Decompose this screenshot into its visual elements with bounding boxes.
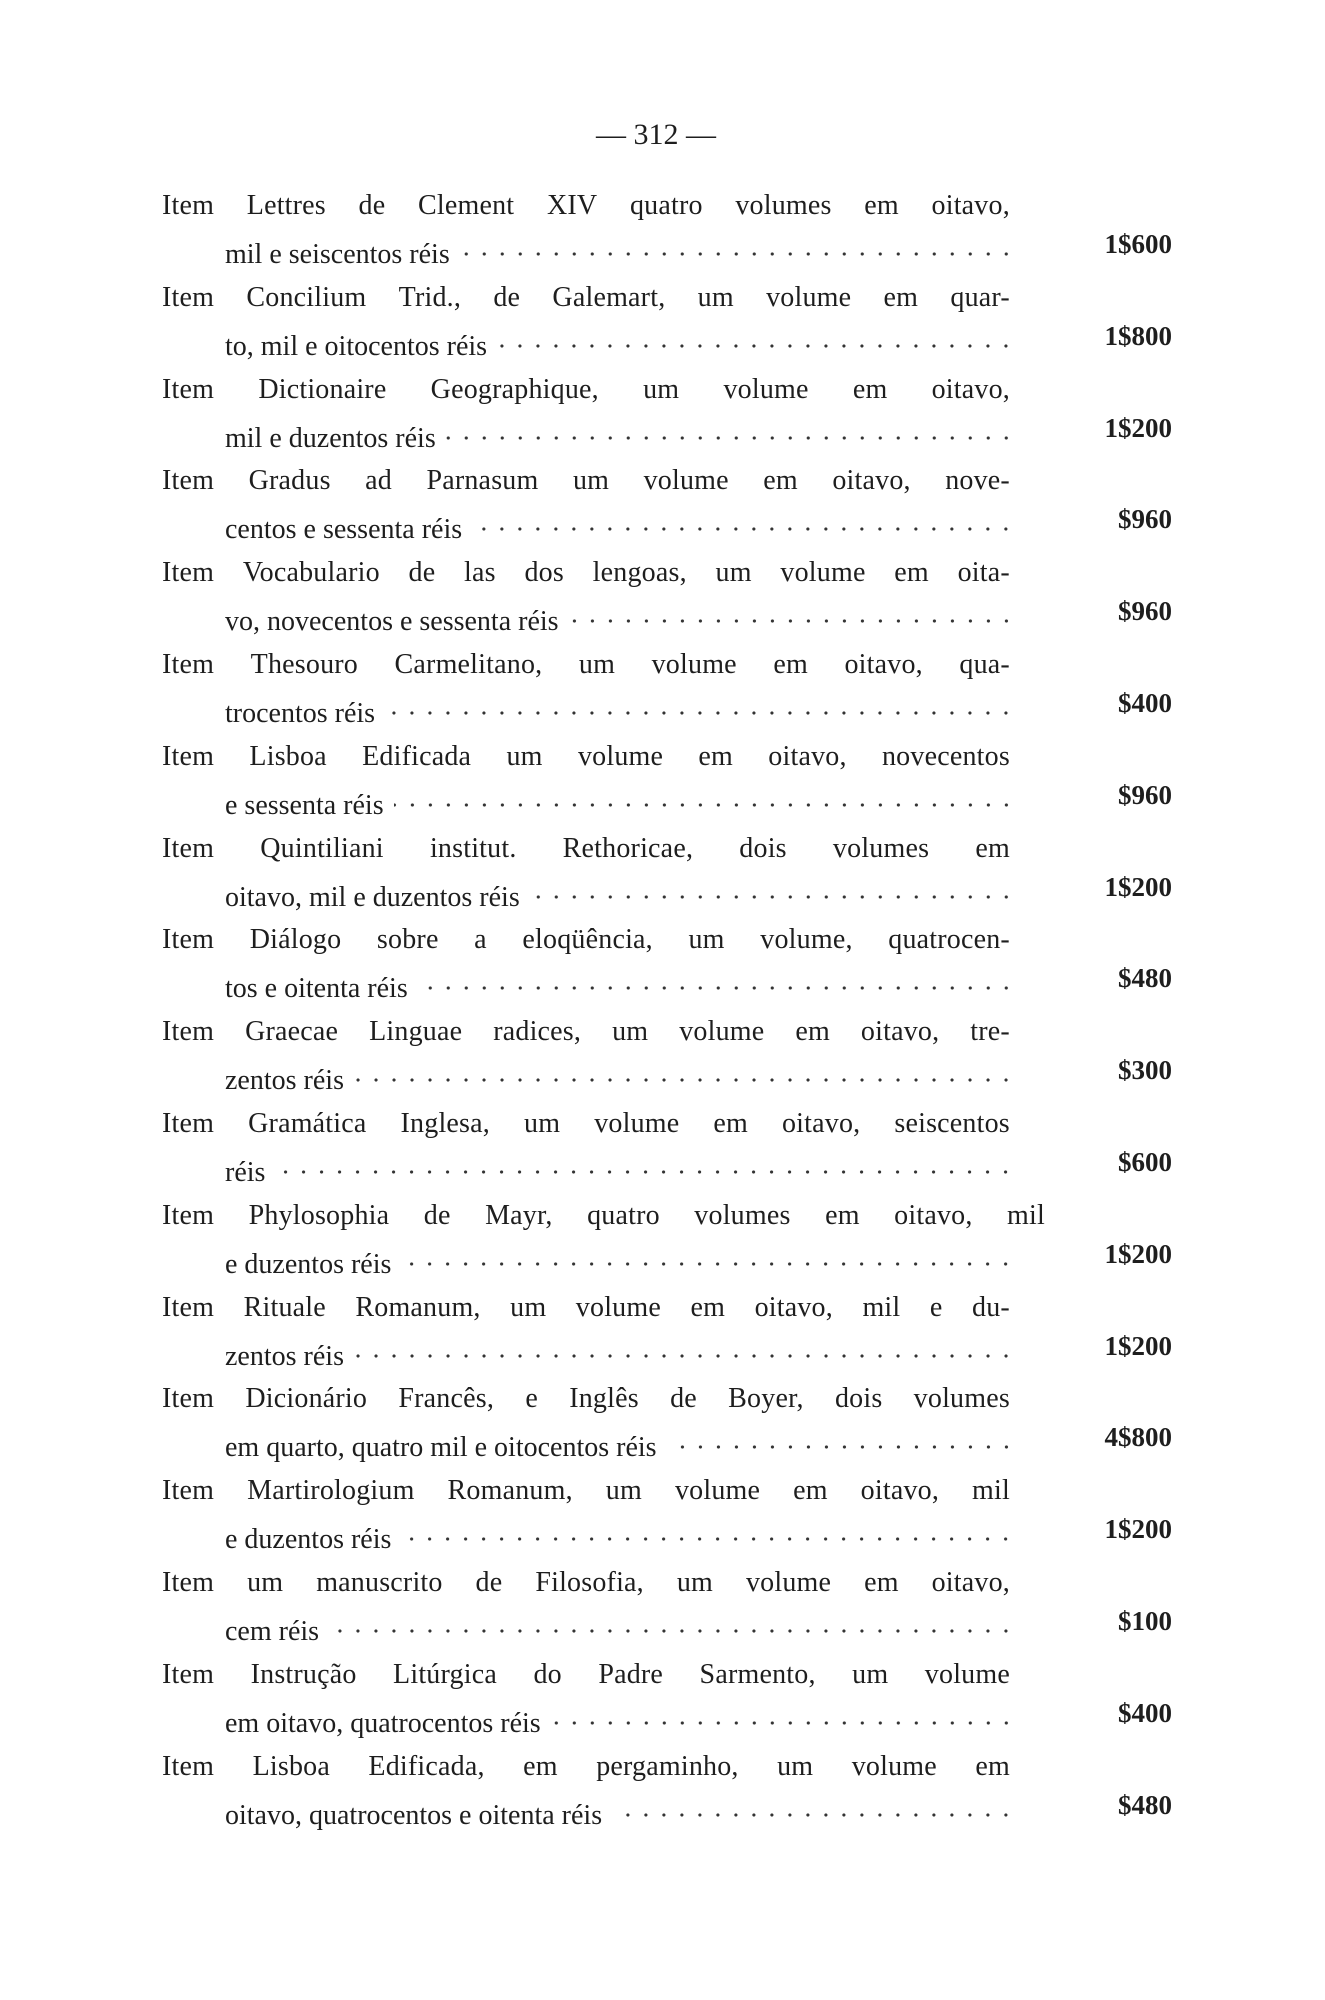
item-description-continuation: vo, novecentos e sessenta réis [225, 606, 559, 638]
item-price: 4$800 [1104, 1422, 1172, 1453]
item-price: 1$800 [1104, 320, 1172, 351]
word: Item [162, 924, 215, 956]
item-description-line1 [162, 1013, 1010, 1051]
item-description-continuation: e duzentos réis [225, 1524, 392, 1556]
word: novecentos [881, 740, 1010, 772]
word: volume [851, 1750, 937, 1782]
item-description-continuation: oitavo, quatrocentos e oitenta réis [225, 1799, 603, 1831]
word: Linguae [369, 1016, 463, 1048]
word: Lisboa [249, 740, 327, 772]
word: oitavo, [844, 648, 923, 680]
item-price: $600 [1118, 1146, 1172, 1177]
item-description-continuation: e sessenta réis [225, 789, 384, 821]
word: Romanum, [355, 1291, 481, 1323]
item-price: $960 [1118, 779, 1172, 810]
word: Quintiliani [260, 832, 384, 864]
word: Edificada [362, 740, 472, 772]
dot-leader [446, 409, 1015, 447]
word: em [793, 1475, 828, 1507]
word: em [690, 1291, 726, 1323]
word: em [852, 373, 888, 405]
word: Galemart, [552, 281, 666, 313]
word: volume, [760, 924, 853, 956]
item-price: $960 [1118, 596, 1172, 627]
word: de [493, 281, 521, 313]
word: dois [739, 832, 787, 864]
inventory-item [162, 1748, 1172, 1840]
word: Romanum, [447, 1475, 573, 1507]
word: Rituale [243, 1291, 326, 1323]
word: volumes [913, 1383, 1010, 1415]
word: de [475, 1566, 503, 1598]
inventory-item [162, 1197, 1172, 1289]
word: mil [862, 1291, 901, 1323]
word: em [894, 557, 929, 589]
item-description-line1 [162, 1656, 1010, 1694]
word: oitavo, [931, 1566, 1010, 1598]
word: quatrocen- [888, 924, 1010, 956]
word: volumes [735, 190, 832, 221]
item-description-continuation: e duzentos réis [225, 1248, 392, 1280]
word: Thesouro [250, 648, 359, 680]
item-description-line1 [162, 921, 1010, 959]
word: e [929, 1291, 943, 1323]
word: um [578, 648, 616, 680]
inventory-list [162, 187, 1172, 1839]
word: Item [162, 281, 215, 313]
word: Item [162, 465, 215, 497]
word: Vocabulario [242, 557, 380, 589]
dot-leader [460, 225, 1015, 263]
item-description-continuation: mil e duzentos réis [225, 422, 436, 454]
inventory-item [162, 462, 1172, 554]
word: XIV [546, 190, 598, 221]
word: de [423, 1199, 451, 1231]
item-description-line1 [162, 1105, 1010, 1143]
item-description-line2 [162, 959, 1172, 1005]
item-description-line1 [162, 738, 1010, 776]
word: volume [745, 1566, 832, 1598]
word: em [975, 832, 1010, 864]
word: em [825, 1199, 860, 1231]
word: Padre [598, 1658, 664, 1690]
item-price: $300 [1118, 1055, 1172, 1086]
item-description-continuation: to, mil e oitocentos réis [225, 330, 488, 362]
inventory-item [162, 830, 1172, 922]
word: Diálogo [249, 924, 342, 956]
word: oitavo, [860, 1016, 940, 1048]
item-description-continuation: réis [225, 1156, 266, 1188]
word: Item [162, 1475, 215, 1507]
word: volume [577, 740, 664, 772]
word: de [358, 190, 386, 221]
item-description-continuation: oitavo, mil e duzentos réis [225, 881, 520, 913]
word: oitavo, [931, 190, 1010, 221]
word: mil [972, 1475, 1010, 1507]
word: um [612, 1016, 649, 1048]
word: em [773, 648, 808, 680]
word: Item [162, 1016, 215, 1048]
word: Carmelitano, [394, 648, 543, 680]
word: Item [162, 557, 215, 589]
item-description-line1 [162, 1472, 1010, 1510]
dot-leader [551, 1694, 1015, 1732]
word: volume [766, 281, 852, 313]
item-description-line1 [162, 1748, 1010, 1786]
item-description-line2 [162, 1602, 1172, 1647]
word: Litúrgica [393, 1658, 497, 1690]
word: oitavo, [754, 1291, 833, 1323]
word: um [697, 281, 734, 313]
item-description-line2 [162, 317, 1172, 362]
word: tre- [970, 1016, 1010, 1048]
item-description-continuation: zentos réis [225, 1065, 344, 1097]
item-description-continuation: mil e seiscentos réis [225, 239, 450, 270]
word: volume [924, 1658, 1010, 1690]
inventory-item [162, 279, 1172, 371]
word: de [408, 557, 436, 589]
word: volume [643, 465, 729, 497]
item-description-line2 [162, 1143, 1172, 1188]
word: um [510, 1291, 547, 1323]
inventory-item [162, 738, 1172, 830]
word: du- [972, 1291, 1010, 1323]
word: em [523, 1750, 558, 1782]
word: Item [162, 1199, 215, 1231]
word: Mayr, [485, 1199, 553, 1231]
item-description-continuation: cem réis [225, 1615, 320, 1647]
word: volume [679, 1016, 765, 1048]
item-description-line2 [162, 868, 1172, 913]
dot-leader [667, 1418, 1015, 1456]
word: quatro [587, 1199, 660, 1231]
word: a [474, 924, 487, 956]
word: um [572, 465, 610, 497]
word: Geographique, [430, 373, 599, 405]
inventory-item [162, 1380, 1172, 1472]
word: Inglês [569, 1383, 639, 1415]
word: oitavo, [894, 1199, 973, 1231]
word: Item [162, 1750, 215, 1782]
dot-leader [394, 776, 1015, 814]
inventory-item [162, 1013, 1172, 1105]
item-price: 1$200 [1104, 1238, 1172, 1269]
item-price: $480 [1118, 963, 1172, 994]
item-description-line1 [162, 646, 1010, 684]
word: um [688, 924, 725, 956]
page-number: — 312 — [596, 118, 716, 151]
item-price: $480 [1118, 1789, 1172, 1820]
word: oitavo, [860, 1475, 940, 1507]
word: volume [780, 557, 866, 589]
item-description-line1 [162, 187, 1010, 225]
item-description-line2 [162, 1418, 1172, 1464]
dot-leader [354, 1051, 1015, 1089]
item-description-line2 [162, 1786, 1172, 1831]
inventory-item [162, 1289, 1172, 1381]
inventory-item [162, 1472, 1172, 1564]
word: volumes [832, 832, 930, 864]
word: Sarmento, [699, 1658, 816, 1690]
word: Gradus [248, 465, 331, 497]
item-description-line1 [162, 279, 1010, 317]
word: Edificada, [368, 1750, 485, 1782]
item-description-line2 [162, 1051, 1172, 1097]
item-description-line2 [162, 776, 1172, 821]
item-description-line1 [162, 1289, 1010, 1327]
word: volume [594, 1107, 680, 1139]
word: quar- [950, 281, 1010, 313]
word: dois [834, 1383, 883, 1415]
word: dos [524, 557, 564, 589]
word: volume [651, 648, 737, 680]
dot-leader [385, 684, 1015, 722]
word: quatro [629, 190, 703, 221]
word: Parnasum [426, 465, 539, 497]
word: Dicionário [245, 1383, 368, 1415]
word: seiscentos [894, 1107, 1010, 1139]
item-description-line1 [162, 1380, 1010, 1418]
word: um [676, 1566, 713, 1598]
word: Francês, [398, 1383, 495, 1415]
word: Inglesa, [400, 1107, 490, 1139]
word: Item [162, 740, 215, 772]
word: lengoas, [592, 557, 687, 589]
word: Trid., [398, 281, 462, 313]
item-description-line2 [162, 500, 1172, 546]
inventory-item [162, 921, 1172, 1013]
word: Clement [418, 190, 515, 221]
word: oitavo, [832, 465, 911, 497]
dot-leader [472, 500, 1015, 538]
word: volume [723, 373, 809, 405]
item-description-line2 [162, 1694, 1172, 1739]
word: um [777, 1750, 814, 1782]
dot-leader [354, 1327, 1015, 1365]
item-description-line1 [162, 1564, 1010, 1602]
dot-leader [401, 1510, 1015, 1548]
item-description-continuation: em oitavo, quatrocentos réis [225, 1707, 541, 1739]
item-price: 1$200 [1104, 1514, 1172, 1545]
word: Concilium [246, 281, 367, 313]
word: em [864, 190, 899, 221]
word: radices, [493, 1016, 582, 1048]
word: em [795, 1016, 830, 1048]
word: Lisboa [252, 1750, 330, 1782]
word: volume [674, 1475, 761, 1507]
item-price: $100 [1118, 1605, 1172, 1636]
word: ad [365, 465, 392, 497]
item-description-continuation: zentos réis [225, 1340, 344, 1372]
word: em [763, 465, 798, 497]
item-description-line2 [162, 1235, 1172, 1280]
word: oitavo, [768, 740, 847, 772]
word: Filosofia, [535, 1566, 644, 1598]
dot-leader [569, 592, 1015, 630]
dot-leader [530, 868, 1015, 906]
word: um [605, 1475, 642, 1507]
word: Phylosophia [248, 1199, 390, 1231]
word: Item [162, 1383, 215, 1415]
item-description-line2 [162, 592, 1172, 638]
dot-leader [275, 1143, 1015, 1181]
item-price: $400 [1118, 1697, 1172, 1728]
word: um [506, 740, 543, 772]
dot-leader [497, 317, 1015, 355]
item-description-line2 [162, 409, 1172, 454]
word: Dictionaire [258, 373, 387, 405]
item-description-line2 [162, 225, 1172, 270]
word: em [698, 740, 734, 772]
word: em [883, 281, 919, 313]
word: Rethoricae, [562, 832, 694, 864]
word: nove- [945, 465, 1010, 497]
word: um [524, 1107, 561, 1139]
word: em [975, 1750, 1010, 1782]
dot-leader [329, 1602, 1015, 1640]
word: Item [162, 1291, 215, 1323]
word: Boyer, [728, 1383, 804, 1415]
inventory-item [162, 1564, 1172, 1656]
inventory-item [162, 1105, 1172, 1197]
item-description-line1 [162, 1197, 1045, 1235]
word: oitavo, [931, 373, 1010, 405]
word: e [525, 1383, 538, 1415]
word: Item [162, 1107, 215, 1139]
word: Item [162, 1566, 215, 1598]
word: mil [1007, 1199, 1045, 1231]
word: de [670, 1383, 697, 1415]
item-description-continuation: trocentos réis [225, 697, 376, 729]
item-price: 1$200 [1104, 412, 1172, 443]
inventory-item [162, 371, 1172, 463]
word: manuscrito [316, 1566, 443, 1598]
dot-leader [401, 1235, 1015, 1273]
inventory-item [162, 646, 1172, 738]
word: Gramática [248, 1107, 367, 1139]
word: um [715, 557, 752, 589]
word: volume [575, 1291, 661, 1323]
word: oita- [957, 557, 1010, 589]
word: sobre [376, 924, 439, 956]
word: volumes [694, 1199, 791, 1231]
item-description-continuation: centos e sessenta réis [225, 514, 463, 546]
item-description-line2 [162, 684, 1172, 729]
word: Lettres [246, 190, 326, 221]
word: Martirologium [247, 1475, 415, 1507]
word: oitavo, [781, 1107, 861, 1139]
inventory-item [162, 554, 1172, 646]
word: Item [162, 190, 215, 221]
word: institut. [429, 832, 517, 864]
word: Instrução [250, 1658, 357, 1690]
dot-leader [612, 1786, 1015, 1824]
dot-leader [418, 959, 1015, 997]
item-price: 1$200 [1104, 1330, 1172, 1361]
item-description-continuation: em quarto, quatro mil e oitocentos réis [225, 1432, 657, 1464]
item-price: 1$600 [1104, 229, 1172, 259]
word: Graecae [245, 1016, 339, 1048]
item-description-line1 [162, 462, 1010, 500]
word: Item [162, 373, 215, 405]
item-description-continuation: tos e oitenta réis [225, 973, 408, 1005]
word: Item [162, 1658, 215, 1690]
word: pergaminho, [596, 1750, 739, 1782]
word: em [713, 1107, 748, 1139]
word: Item [162, 648, 215, 680]
word: um [643, 373, 680, 405]
word: Item [162, 832, 215, 864]
word: las [464, 557, 496, 589]
item-description-line2 [162, 1510, 1172, 1556]
word: um [247, 1566, 284, 1598]
item-description-line1 [162, 830, 1010, 868]
word: eloqüência, [522, 924, 653, 956]
item-description-line2 [162, 1327, 1172, 1372]
item-price: $960 [1118, 504, 1172, 535]
word: do [533, 1658, 562, 1690]
item-description-line1 [162, 371, 1010, 409]
item-description-line1 [162, 554, 1010, 592]
word: qua- [959, 648, 1010, 680]
inventory-item [162, 1656, 1172, 1748]
item-price: 1$200 [1104, 871, 1172, 902]
word: em [864, 1566, 899, 1598]
inventory-item [162, 187, 1172, 279]
word: um [852, 1658, 889, 1690]
item-price: $400 [1118, 687, 1172, 718]
